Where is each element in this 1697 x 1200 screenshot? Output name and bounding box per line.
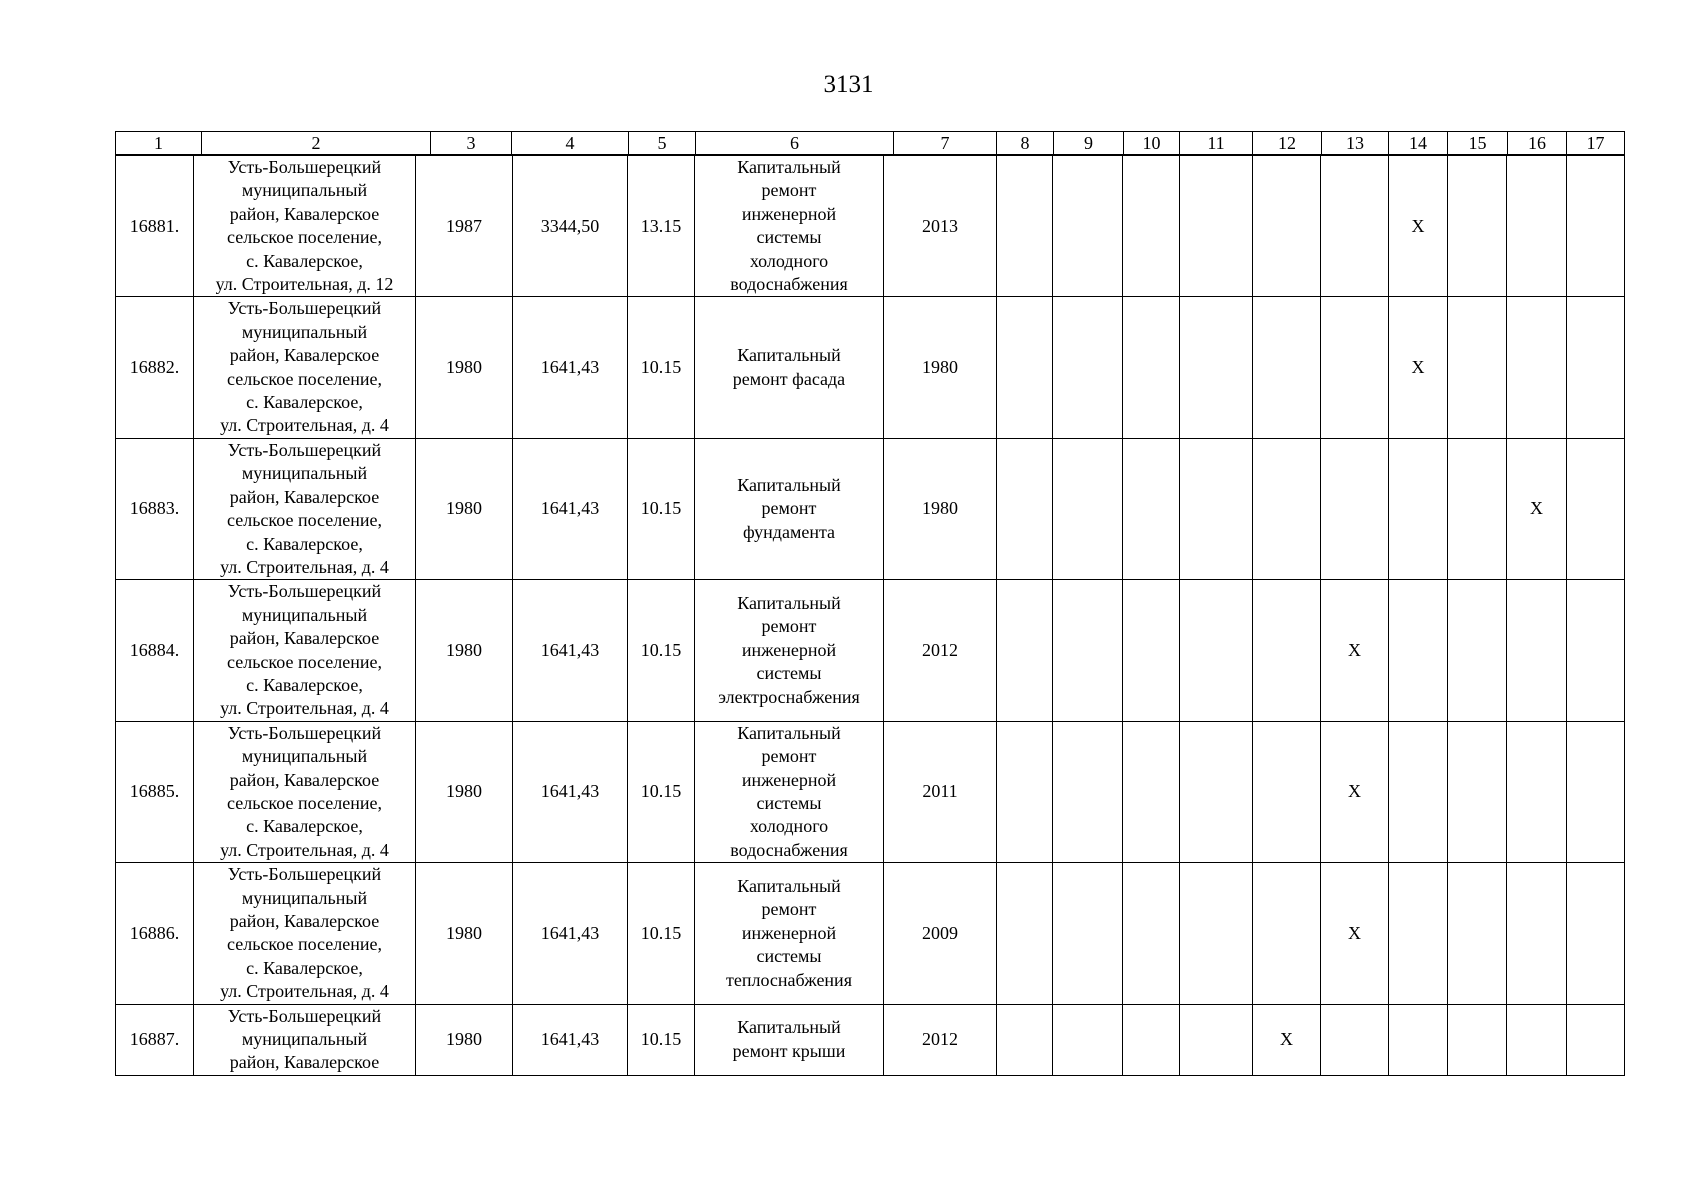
empty-cell (1253, 580, 1321, 721)
repair-year-cell: 2011 (884, 721, 997, 862)
address-cell (194, 863, 416, 1004)
work-type-cell-line: водоснабжения (730, 274, 848, 295)
empty-cell (997, 297, 1053, 438)
area-cell: 1641,43 (513, 721, 628, 862)
work-type-cell (695, 580, 884, 721)
work-type-cell-line: водоснабжения (730, 839, 848, 860)
empty-cell (1180, 721, 1253, 862)
address-cell-line: район, Кавалерское (229, 486, 380, 507)
work-type-cell-line: инженерной (741, 639, 837, 660)
register-body (115, 155, 1625, 1076)
address-cell-line: ул. Строительная, д. 4 (220, 698, 389, 719)
work-type-cell-line: Капитальный (737, 345, 841, 366)
column-number-cell: 9 (1054, 132, 1124, 155)
empty-cell (1053, 438, 1123, 579)
address-cell-line: Усть-Большерецкий (227, 581, 382, 602)
work-type-cell-line: Капитальный (737, 875, 841, 896)
empty-cell (1253, 438, 1321, 579)
year-built-cell: 1980 (416, 863, 513, 1004)
row-id-cell: 16882. (116, 297, 194, 438)
column-number-cell: 8 (997, 132, 1054, 155)
empty-cell (1053, 863, 1123, 1004)
repair-year-cell: 1980 (884, 438, 997, 579)
address-cell-line: муниципальный (241, 604, 368, 625)
column-number-cell: 13 (1322, 132, 1389, 155)
row-id-cell: 16881. (116, 156, 194, 297)
year-built-cell: 1980 (416, 1004, 513, 1075)
empty-cell (1123, 1004, 1180, 1075)
empty-cell (1448, 297, 1507, 438)
address-cell-line: сельское поселение, (227, 651, 382, 672)
area-cell: 1641,43 (513, 580, 628, 721)
code-cell: 10.15 (628, 438, 695, 579)
address-cell (194, 1004, 416, 1075)
mark-cell: X (1389, 297, 1448, 438)
address-cell-line: муниципальный (241, 746, 368, 767)
work-type-cell-line: Капитальный (737, 1017, 841, 1038)
address-cell-line: Усть-Большерецкий (227, 157, 382, 177)
address-cell (194, 156, 416, 297)
empty-cell (1253, 156, 1321, 297)
empty-cell (1567, 721, 1625, 862)
code-cell: 10.15 (628, 297, 695, 438)
mark-cell: X (1321, 721, 1389, 862)
address-cell-line: Усть-Большерецкий (227, 298, 382, 319)
area-cell: 1641,43 (513, 297, 628, 438)
address-cell-line: с. Кавалерское, (246, 533, 363, 554)
work-type-cell-line: Капитальный (737, 722, 841, 743)
work-type-cell-line: фундамента (742, 521, 836, 542)
work-type-cell-line: системы (756, 792, 822, 813)
empty-cell (1180, 297, 1253, 438)
empty-cell (1389, 438, 1448, 579)
empty-cell (1123, 580, 1180, 721)
table-row (116, 721, 1625, 862)
repair-year-cell: 2009 (884, 863, 997, 1004)
year-built-cell: 1980 (416, 580, 513, 721)
table-row (116, 1004, 1625, 1075)
work-type-cell-line: ремонт (761, 498, 817, 519)
address-cell-line: муниципальный (241, 1029, 368, 1050)
column-number-cell: 15 (1448, 132, 1508, 155)
work-type-cell-line: ремонт крыши (732, 1040, 846, 1061)
empty-cell (1389, 721, 1448, 862)
repair-year-cell: 2012 (884, 1004, 997, 1075)
address-cell-line: Усть-Большерецкий (227, 722, 382, 743)
mark-cell: X (1321, 580, 1389, 721)
mark-cell: X (1507, 438, 1567, 579)
work-type-cell-line: инженерной (741, 203, 837, 224)
address-cell (194, 438, 416, 579)
address-cell-line: сельское поселение, (227, 227, 382, 248)
column-number-cell: 6 (696, 132, 894, 155)
row-id-cell: 16886. (116, 863, 194, 1004)
empty-cell (1180, 1004, 1253, 1075)
register-table (115, 131, 1624, 1076)
repair-year-cell: 2013 (884, 156, 997, 297)
empty-cell (1180, 580, 1253, 721)
work-type-cell (695, 297, 884, 438)
column-number-cell: 11 (1180, 132, 1253, 155)
empty-cell (1389, 863, 1448, 1004)
work-type-cell-line: Капитальный (737, 593, 841, 614)
work-type-cell-line: электроснабжения (718, 686, 860, 707)
address-cell-line: ул. Строительная, д. 4 (220, 981, 389, 1002)
empty-cell (1448, 580, 1507, 721)
table-row (116, 438, 1625, 579)
address-cell-line: сельское поселение, (227, 792, 382, 813)
column-number-header (115, 131, 1625, 155)
empty-cell (1123, 721, 1180, 862)
work-type-cell-line: теплоснабжения (726, 969, 852, 990)
empty-cell (1389, 580, 1448, 721)
address-cell-line: с. Кавалерское, (246, 816, 363, 837)
empty-cell (1567, 1004, 1625, 1075)
empty-cell (1567, 297, 1625, 438)
empty-cell (997, 863, 1053, 1004)
row-id-cell: 16887. (116, 1004, 194, 1075)
code-cell: 10.15 (628, 1004, 695, 1075)
work-type-cell (695, 156, 884, 297)
column-number-cell: 7 (894, 132, 997, 155)
work-type-cell-line: системы (756, 663, 822, 684)
row-id-cell: 16884. (116, 580, 194, 721)
area-cell: 1641,43 (513, 863, 628, 1004)
address-cell (194, 297, 416, 438)
work-type-cell (695, 438, 884, 579)
column-number-row (116, 132, 1625, 155)
empty-cell (1180, 863, 1253, 1004)
empty-cell (1123, 156, 1180, 297)
work-type-cell-line: ремонт (761, 746, 817, 767)
area-cell: 1641,43 (513, 438, 628, 579)
empty-cell (1180, 156, 1253, 297)
work-type-cell (695, 1004, 884, 1075)
empty-cell (1253, 297, 1321, 438)
empty-cell (1448, 721, 1507, 862)
column-number-cell: 17 (1567, 132, 1625, 155)
column-number-cell: 16 (1508, 132, 1567, 155)
column-number-cell: 4 (512, 132, 629, 155)
address-cell-line: с. Кавалерское, (246, 250, 363, 271)
work-type-cell-line: инженерной (741, 769, 837, 790)
area-cell: 3344,50 (513, 156, 628, 297)
empty-cell (1567, 438, 1625, 579)
address-cell-line: район, Кавалерское (229, 1052, 380, 1073)
empty-cell (1123, 438, 1180, 579)
table-row (116, 297, 1625, 438)
work-type-cell (695, 721, 884, 862)
address-cell-line: Усть-Большерецкий (227, 864, 382, 885)
empty-cell (1053, 156, 1123, 297)
mark-cell: X (1253, 1004, 1321, 1075)
empty-cell (1507, 580, 1567, 721)
work-type-cell-line: Капитальный (737, 157, 841, 177)
address-cell-line: район, Кавалерское (229, 911, 380, 931)
code-cell: 10.15 (628, 863, 695, 1004)
empty-cell (1180, 438, 1253, 579)
area-cell: 1641,43 (513, 1004, 628, 1075)
empty-cell (1053, 580, 1123, 721)
address-cell-line: район, Кавалерское (229, 769, 380, 790)
empty-cell (1053, 297, 1123, 438)
column-number-cell: 10 (1124, 132, 1180, 155)
table-row (116, 863, 1625, 1004)
year-built-cell: 1980 (416, 721, 513, 862)
address-cell-line: ул. Строительная, д. 4 (220, 556, 389, 577)
year-built-cell: 1980 (416, 438, 513, 579)
empty-cell (997, 1004, 1053, 1075)
code-cell: 10.15 (628, 721, 695, 862)
address-cell (194, 721, 416, 862)
work-type-cell-line: ремонт (761, 616, 817, 637)
address-cell-line: район, Кавалерское (229, 203, 380, 224)
address-cell-line: сельское поселение, (227, 368, 382, 389)
year-built-cell: 1980 (416, 297, 513, 438)
mark-cell: X (1389, 156, 1448, 297)
empty-cell (1507, 721, 1567, 862)
address-cell-line: ул. Строительная, д. 4 (220, 415, 389, 436)
empty-cell (997, 721, 1053, 862)
mark-cell: X (1321, 863, 1389, 1004)
row-id-cell: 16883. (116, 438, 194, 579)
repair-year-cell: 2012 (884, 580, 997, 721)
empty-cell (1321, 438, 1389, 579)
work-type-cell-line: Капитальный (737, 474, 841, 495)
address-cell-line: район, Кавалерское (229, 345, 380, 366)
address-cell-line: Усть-Большерецкий (227, 1005, 382, 1026)
address-cell-line: с. Кавалерское, (246, 674, 363, 695)
column-number-cell: 14 (1389, 132, 1448, 155)
address-cell-line: муниципальный (241, 321, 368, 342)
address-cell-line: сельское поселение, (227, 510, 382, 531)
table-row (116, 580, 1625, 721)
repair-year-cell: 1980 (884, 297, 997, 438)
empty-cell (1123, 297, 1180, 438)
empty-cell (997, 438, 1053, 579)
empty-cell (1389, 1004, 1448, 1075)
empty-cell (1507, 297, 1567, 438)
address-cell-line: Усть-Большерецкий (227, 439, 382, 460)
address-cell-line: ул. Строительная, д. 4 (220, 839, 389, 860)
column-number-cell: 1 (116, 132, 202, 155)
empty-cell (997, 580, 1053, 721)
empty-cell (1448, 863, 1507, 1004)
address-cell-line: с. Кавалерское, (246, 957, 363, 978)
empty-cell (1321, 156, 1389, 297)
address-cell-line: сельское поселение, (227, 934, 382, 955)
column-number-cell: 5 (629, 132, 696, 155)
column-number-cell: 2 (202, 132, 431, 155)
work-type-cell-line: ремонт (761, 180, 817, 201)
empty-cell (1567, 156, 1625, 297)
address-cell-line: с. Кавалерское, (246, 392, 363, 413)
empty-cell (1253, 863, 1321, 1004)
empty-cell (997, 156, 1053, 297)
empty-cell (1507, 863, 1567, 1004)
address-cell-line: муниципальный (241, 463, 368, 484)
empty-cell (1448, 438, 1507, 579)
code-cell: 10.15 (628, 580, 695, 721)
address-cell (194, 580, 416, 721)
table-row (116, 156, 1625, 297)
empty-cell (1123, 863, 1180, 1004)
empty-cell (1253, 721, 1321, 862)
work-type-cell-line: ремонт (761, 899, 817, 920)
empty-cell (1448, 1004, 1507, 1075)
year-built-cell: 1987 (416, 156, 513, 297)
column-number-cell: 12 (1253, 132, 1322, 155)
empty-cell (1053, 721, 1123, 862)
empty-cell (1321, 297, 1389, 438)
address-cell-line: муниципальный (241, 180, 368, 201)
row-id-cell: 16885. (116, 721, 194, 862)
work-type-cell-line: системы (756, 227, 822, 248)
work-type-cell (695, 863, 884, 1004)
empty-cell (1567, 580, 1625, 721)
page-number: 3131 (823, 71, 874, 98)
column-number-cell: 3 (431, 132, 512, 155)
empty-cell (1507, 156, 1567, 297)
work-type-cell-line: системы (756, 946, 822, 967)
work-type-cell-line: холодного (749, 816, 829, 837)
address-cell-line: район, Кавалерское (229, 628, 380, 649)
address-cell-line: муниципальный (241, 887, 368, 908)
empty-cell (1448, 156, 1507, 297)
work-type-cell-line: ремонт фасада (732, 368, 846, 389)
work-type-cell-line: холодного (749, 250, 829, 271)
empty-cell (1567, 863, 1625, 1004)
code-cell: 13.15 (628, 156, 695, 297)
address-cell-line: ул. Строительная, д. 12 (215, 274, 394, 295)
empty-cell (1321, 1004, 1389, 1075)
work-type-cell-line: инженерной (741, 922, 837, 943)
empty-cell (1053, 1004, 1123, 1075)
empty-cell (1507, 1004, 1567, 1075)
